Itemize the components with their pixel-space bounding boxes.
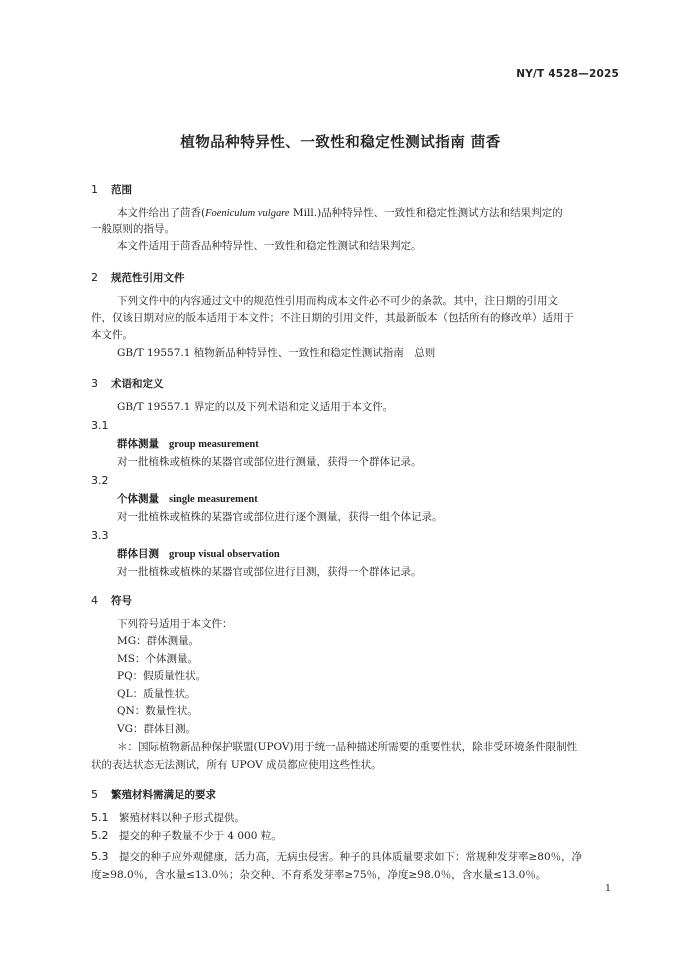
section-number: 3 — [91, 377, 98, 390]
term-3-3-title — [117, 546, 280, 561]
term-en: group measurement — [169, 439, 259, 450]
section-title: 范围 — [111, 184, 132, 196]
document-title: 植物品种特异性、一致性和稳定性测试指南 茴香 — [180, 135, 501, 151]
section-number: 5 — [91, 788, 98, 801]
term-3-1-definition: 对一批植株或植株的某器官或部位进行测量，获得一个群体记录。 — [117, 456, 422, 468]
page-number: 1 — [604, 883, 611, 894]
term-en: single measurement — [169, 494, 258, 505]
s4-note-line1: ＊：国际植物新品种保护联盟(UPOV)用于统一品种描述所需要的重要性状，除非受环境条件限制性 — [117, 741, 578, 753]
text: 本文件给出了茴香( — [117, 207, 206, 219]
symbol-mg: MG：群体测量。 — [117, 635, 200, 647]
s1-paragraph-1-line1 — [117, 205, 563, 222]
term-en: group visual observation — [169, 549, 280, 560]
section-1-heading — [91, 182, 132, 197]
item-5-2 — [91, 828, 282, 844]
item-text: 提交的种子应外观健康，活力高，无病虫侵害。种子的具体质量要求如下：常规种发芽率≥80％，净 — [119, 851, 583, 863]
section-3-heading — [91, 376, 164, 391]
item-number: 5.2 — [91, 829, 109, 842]
section-title: 繁殖材料需满足的要求 — [111, 789, 216, 801]
section-2-heading — [91, 270, 185, 285]
section-title: 符号 — [111, 595, 132, 607]
section-title: 术语和定义 — [111, 378, 164, 390]
symbol-vg: VG：群体目测。 — [117, 723, 196, 735]
term-3-2-number: 3.2 — [91, 474, 109, 487]
symbol-qn: QN：数量性状。 — [117, 705, 198, 717]
item-5-3 — [91, 849, 582, 865]
section-title: 规范性引用文件 — [111, 272, 185, 284]
term-3-3-definition: 对一批植株或植株的某器官或部位进行目测，获得一个群体记录。 — [117, 566, 422, 578]
term-cn: 群体测量 — [117, 438, 159, 450]
symbol-ql: QL：质量性状。 — [117, 688, 196, 700]
section-5-heading — [91, 787, 216, 802]
section-number: 1 — [91, 183, 98, 196]
section-4-heading — [91, 593, 132, 608]
term-cn: 群体目测 — [117, 548, 159, 560]
s2-line3: 本文件。 — [91, 329, 133, 341]
s4-note-line2: 状的表达状态无法测试，所有 UPOV 成员都应使用这些性状。 — [91, 759, 382, 771]
item-number: 5.1 — [91, 811, 109, 824]
item-text: 提交的种子数量不少于 4 000 粒。 — [119, 830, 282, 842]
standard-code: NY/T 4528—2025 — [516, 68, 619, 80]
symbol-pq: PQ：假质量性状。 — [117, 670, 207, 682]
s2-line2: 件，仅该日期对应的版本适用于本文件；不注日期的引用文件，其最新版本（包括所有的修改单）适用于 — [91, 312, 574, 324]
item-5-1 — [91, 810, 245, 826]
text: Mill.)品种特异性、一致性和稳定性测试方法和结果判定的 — [289, 207, 563, 219]
term-3-1-number: 3.1 — [91, 419, 109, 432]
term-3-2-title — [117, 491, 258, 506]
item-number: 5.3 — [91, 850, 109, 863]
term-cn: 个体测量 — [117, 493, 159, 505]
symbol-ms: MS：个体测量。 — [117, 653, 198, 665]
s2-line1: 下列文件中的内容通过文中的规范性引用而构成本文件必不可少的条款。其中，注日期的引用文 — [117, 295, 558, 307]
s4-intro: 下列符号适用于本文件： — [117, 618, 233, 630]
s1-paragraph-2: 本文件适用于茴香品种特异性、一致性和稳定性测试和结果判定。 — [117, 240, 422, 252]
s2-reference: GB/T 19557.1 植物新品种特异性、一致性和稳定性测试指南 总则 — [117, 347, 436, 359]
latin-name: Foeniculum vulgare — [205, 208, 290, 219]
term-3-2-definition: 对一批植株或植株的某器官或部位进行逐个测量，获得一组个体记录。 — [117, 511, 443, 523]
item-5-3-continued: 度≥98.0％，含水量≤13.0％；杂交种、不育系发芽率≥75％，净度≥98.0％，含水量≤13.0％。 — [91, 869, 547, 881]
item-text: 繁殖材料以种子形式提供。 — [119, 812, 245, 824]
term-3-3-number: 3.3 — [91, 529, 109, 542]
section-number: 2 — [91, 271, 98, 284]
term-3-1-title — [117, 436, 259, 451]
s1-paragraph-1-line2: 一般原则的指导。 — [91, 223, 175, 235]
section-number: 4 — [91, 594, 98, 607]
s3-intro: GB/T 19557.1 界定的以及下列术语和定义适用于本文件。 — [117, 401, 394, 413]
